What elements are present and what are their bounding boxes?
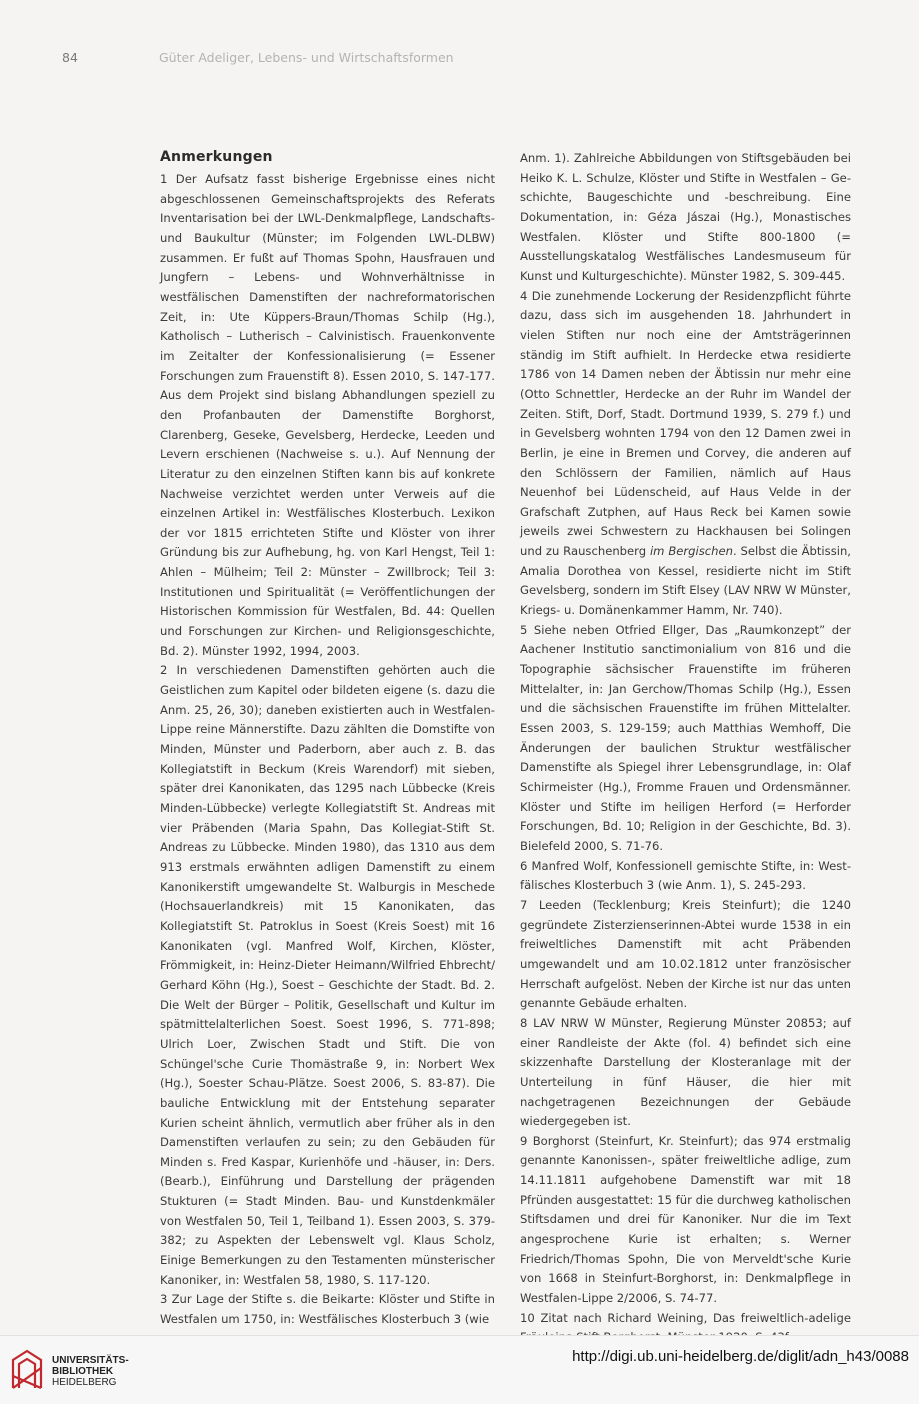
left-column (160, 146, 495, 1330)
note-7: 7 Leeden (Tecklenburg; Kreis Steinfurt); die 1240 gegründete Zisterzienserinnen-Abtei wurde 1538 in ein freiweltliches Damenstift mit acht Präbenden umgewandelt und am 10.02.1812 unter französischer Herrschaft aufgelöst. Neben der Kirche ist nur das unten genannte Gebäude erhalten. (520, 897, 851, 1011)
notes-heading: Anmerkungen (160, 149, 273, 165)
page-number: 84 (62, 50, 78, 65)
note-8: 8 LAV NRW W Münster, Regierung Münster 20853; auf einer Randleiste der Akte (fol. 4) befindet sich eine skizzenhafte Darstellung der Klosteranlage mit der Unterteilung in fünf Häuser, die hier mit nachgetragenen Bezeichnungen der Gebäude wiedergegeben ist. (520, 1015, 851, 1129)
digitization-url[interactable]: http://digi.ub.uni-heidelberg.de/diglit/adn_h43/0088 (572, 1348, 909, 1365)
note-4-italic: im Bergischen (649, 544, 733, 559)
footer-bar (0, 1335, 919, 1404)
note-10: 10 Zitat nach Richard Weining, Das freiweltlich-adelige (520, 1310, 851, 1325)
right-column (520, 149, 851, 1348)
note-6: 6 Manfred Wolf, Konfessionell gemischte Stifte, in: Westfälisches Klosterbuch 3 (wie Anm. 1), S. 245-293. (520, 858, 851, 893)
note-5: 5 Siehe neben Otfried Ellger, Das „Raumkonzept” der Aachener Institutio sanctimonialium von 816 und die Topographie sächsischer Frauenstifte im früheren Mittelalter, in: Jan Gerchow/Thomas Schilp (Hg.), Essen und die sächsischen Frauenstifte im frühen Mittelalter. Essen 2003, S. 129-159; auch Matthias Wemhoff, Die Änderungen der baulichen Struktur westfälischer Damenstifte als Spiegel ihrer Lebensgrundlage, in: Olaf Schirmeister (Hg.), Fromme Frauen und Ordensmänner. Klöster und Stifte im heiligen Herford (= Herforder Forschungen, Bd. 10; Religion in der Geschichte, Bd. 3). Bielefeld 2000, S. 71-76. (520, 622, 851, 853)
ub-heidelberg-logo-icon[interactable] (10, 1348, 44, 1392)
note-2: 2 In verschiedenen Damenstiften gehörten auch die Geistlichen zum Kapitel oder bildeten eigene (s. dazu die Anm. 25, 26, 30); daneben existierten auch in Westfalen-Lippe reine Männerstifte. Dazu zählten die Domstifte von Minden, Münster und Paderborn, aber auch z. B. das Kollegiatstift in Beckum (Kreis Warendorf) mit sieben, später drei Kanonikaten, das 1295 nach Lübbecke (Kreis Minden-Lübbecke) verlegte Kollegiatstift St. Andreas mit vier Präbenden (Maria Spahn, Das Kollegiat-Stift St. Andreas zu Lübbecke. Minden 1980), das 1310 aus dem 913 erstmals erwähnten adligen Damenstift zu einem Kanonikerstift umgewandelte St. Walburgis in Meschede (Hochsauerlandkreis) mit 15 Kanonikaten, das Kollegiatstift St. Patroklus in Soest (Kreis Soest) mit 16 Kanonikaten (vgl. Manfred Wolf, Kirchen, Klöster, Frömmigkeit, in: Heinz-Dieter Heimann/Wilfried Ehbrecht/ Gerhard Köhn (Hg.), Soest – Geschichte der Stadt. Bd. 2. Die Welt der Bürger – Politik, Gesellschaft und Kultur im spätmittelalterlichen Soest. Soest 1996, S. 771-898; Ulrich Loer, Zwischen Stadt und Stift. Die von Schüngel'sche Curie Thomästraße 9, in: Norbert Wex (Hg.), Soester Schau-Plätze. Soest 2006, S. 83-87). Die bauliche Entwicklung mit der Entstehung separater Kurien scheint ähnlich, vermutlich aber früher als in den Damenstiften verlaufen zu sein; zu den Gebäuden für Minden s. Fred Kaspar, Kurienhöfe und -häuser, in: Ders. (Bearb.), Einführung und Darstellung der prägenden Stukturen (= Stadt Minden. Bau- und Kunstdenkmäler von Westfalen 50, Teil 1, Teilband 1). Essen 2003, S. 379-382; zu Aspekten der Lebenswelt vgl. Klaus Scholz, Einige Bemerkungen zu den Testamenten münsterischer Kanoniker, in: Westfalen 58, 1980, S. 117-120. (160, 663, 495, 1287)
library-line-2: BIBLIOTHEK (52, 1366, 114, 1377)
note-4 (520, 287, 851, 621)
library-line-3: HEIDELBERG (52, 1377, 117, 1388)
note-4-text-b: . Selbst die Äbtissin, Amalia Dorothea von Kessel, residierte nicht im Stift Gevelsberg, sondern im Stift Elsey (LAV NRW W Münster, Kriegs- u. Domänenkammer Hamm, Nr. 740). (520, 544, 851, 618)
running-title: Güter Adeliger, Lebens- und Wirtschaftsformen (159, 50, 454, 65)
note-3: 3 Zur Lage der Stifte s. die Beikarte: Klöster und Stifte in Westfalen um 1750, in: Westfälisches Klosterbuch 3 (wie (160, 1292, 495, 1327)
note-9: 9 Borghorst (Steinfurt, Kr. Steinfurt); das 974 erstmalig genannte Kanonissen-, später freiweltliche adlige, zum 14.11.1811 aufgehobene Damenstift war mit 18 Pfründen ausgestattet: 15 für die durchweg katholischen Stiftsdamen und drei für Kanoniker. Nur die im Text angesprochene Kurie ist erhalten; s. Werner Friedrich/Thomas Spohn, Die von Merveldt'sche Kurie von 1668 in Steinfurt-Borghorst, in: Denkmalpflege in Westfalen-Lippe 2/2006, S. 74-77. (520, 1133, 851, 1306)
note-3-continued: Anm. 1). Zahlreiche Abbildungen von Stiftsgebäuden bei Heiko K. L. Schulze, Klöster und Stifte in Westfalen – Geschichte, Baugeschichte und -beschreibung. Eine Dokumentation, in: Géza Jászai (Hg.), Monastisches Westfalen. Klöster und Stifte 800-1800 (= Ausstellungskatalog Westfälisches Landesmuseum für Kunst und Kulturgeschichte). Münster 1982, S. 309-445. (520, 151, 851, 283)
library-line-1: UNIVERSITÄTS- (52, 1355, 129, 1366)
running-head (62, 50, 859, 65)
library-name (52, 1355, 129, 1388)
note-4-text-a: 4 Die zunehmende Lockerung der Residenzpflicht führte dazu, dass sich im ausgehenden 18. Jahrhundert in vielen Stiften nur noch eine der Amtsträgerinnen ständig im Stift aufhielt. In Herdecke etwa residierte 1786 von 14 Damen neben der Äbtissin nur mehr eine (Otto Schnettler, Herdecke an der Ruhr im Wandel der Zeiten. Stift, Dorf, Stadt. Dortmund 1939, S. 279 f.) und in Gevelsberg wohnten 1794 von den 12 Damen zwei in Berlin, je eine in Bremen und Corvey, die anderen auf den Schlössern der Familien, nämlich auf Haus Neuenhof bei Lüdenscheid, auf Haus Velde in der Grafschaft Zutphen, auf Haus Reck bei Kamen sowie jeweils zwei Schwestern zu Hackhausen bei Solingen und zu Rauschenberg (520, 288, 851, 559)
note-1: 1 Der Aufsatz fasst bisherige Ergebnisse eines nicht abgeschlossenen Gemeinschaftsprojekts des Referats Inventarisation bei der LWL-Denkmalpflege, Landschafts- und Baukultur (Münster; im Folgenden LWL-DLBW) zusammen. Er fußt auf Thomas Spohn, Hausfrauen und Jungfern – Lebens- und Wohnverhältnisse in westfälischen Damenstiften der nachreformatorischen Zeit, in: Ute Küppers-Braun/Thomas Schilp (Hg.), Katholisch – Lutherisch – Calvinistisch. Frauenkonvente im Zeitalter der Konfessionalisierung (= Essener Forschungen zum Frauenstift 8). Essen 2010, S. 147-177. Aus dem Projekt sind bislang Abhandlungen speziell zu den Profanbauten der Damenstifte Borghorst, Clarenberg, Geseke, Gevelsberg, Herdecke, Leeden und Levern erschienen (Nachweise s. u.). Auf Nennung der Literatur zu den einzelnen Stiften kann bis auf konkrete Nachweise verzichtet werden unter Verweis auf die einzelnen Artikel in: Westfälisches Klosterbuch. Lexikon der vor 1815 errichteten Stifte und Klöster von ihrer Gründung bis zur Aufhebung, hg. von Karl Hengst, Teil 1: Ahlen – Mülheim; Teil 2: Münster – Zwillbrock; Teil 3: Institutionen und Spiritualität (= Veröffentlichungen der Historischen Kommission für Westfalen, Bd. 44: Quellen und Forschungen zur Kirchen- und Religionsgeschichte, Bd. 2). Münster 1992, 1994, 2003. (160, 172, 495, 658)
